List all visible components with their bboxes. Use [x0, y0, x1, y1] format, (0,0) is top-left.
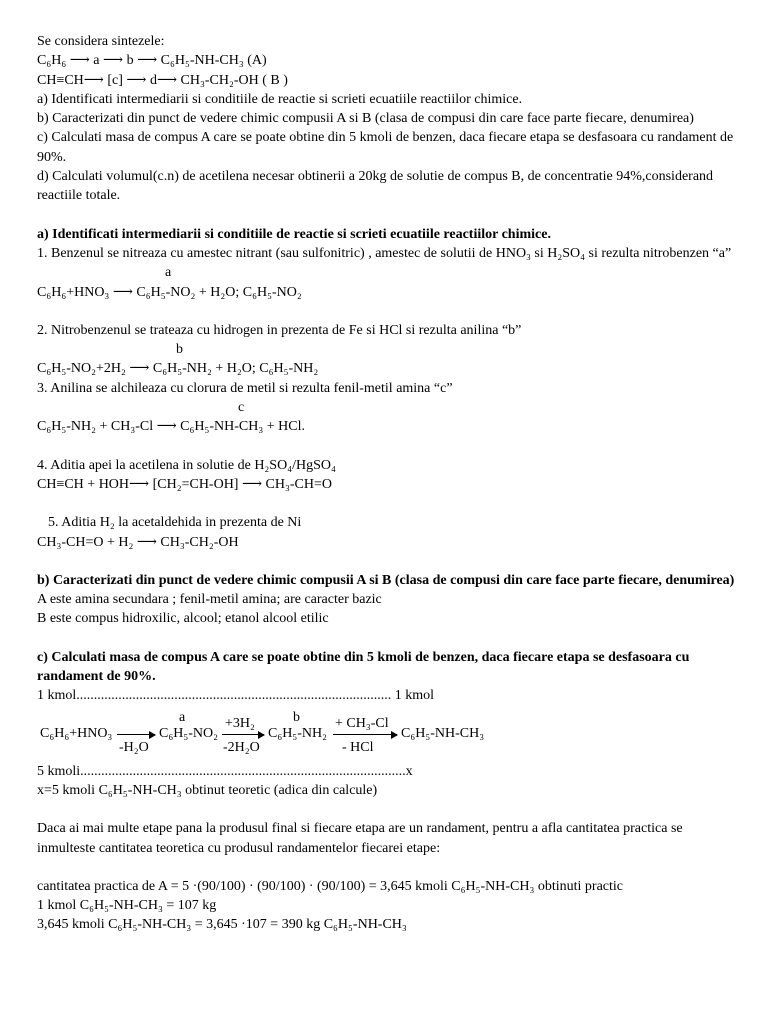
intro-line: Se considera sintezele: [37, 34, 165, 49]
scheme-label-a: a [179, 709, 186, 725]
step-1-text: 1. Benzenul se nitreaza cu amestec nitrant (sau sulfonitric) , amestec de solutii de HNO₃ si H₂SO₄ si rezulta nitrobenzen “a” [37, 245, 732, 261]
theoretical-result: x=5 kmoli C₆H₅-NH-CH₃ obtinut teoretic (adica din calcule) [37, 782, 378, 798]
arrow-2 [222, 734, 264, 735]
equation-3: C₆H₅-NH₂ + CH₃-Cl ⟶ C₆H₅-NH-CH₃ + HCl. [37, 419, 305, 435]
compound-b-description: B este compus hidroxilic, alcool; etanol alcool etilic [37, 611, 329, 627]
scheme-label-b: b [293, 709, 300, 725]
scheme-intermediate-1: C₆H₅-NO₂ [159, 725, 218, 741]
question-c: c) Calculati masa de compus A care se poate obtine din 5 kmoli de benzen, daca fiecare etapa se desfasoara cu randament de 90%. [37, 130, 734, 165]
label-b: b [176, 342, 183, 358]
section-a-heading: a) Identificati intermediarii si conditiile de reactie si scrieti ecuatiile reactiilor chimice. [37, 226, 551, 242]
equation-1: C₆H₆+HNO₃ ⟶ C₆H₅-NO₂ + H₂O; C₆H₅-NO₂ [37, 284, 302, 300]
label-c: c [238, 400, 245, 416]
section-b-heading: b) Caracterizati din punct de vedere chimic compusii A si B (clasa de compusi din care face parte fiecare, denumirea) [37, 572, 735, 588]
arrow-3 [333, 734, 397, 735]
step-2-text: 2. Nitrobenzenul se trateaza cu hidrogen in prezenta de Fe si HCl si rezulta anilina “b” [37, 322, 522, 338]
document-page [37, 32, 737, 935]
synthesis-a-line: C₆H₆ ⟶ a ⟶ b ⟶ C₆H₅-NH-CH₃ (A) [37, 53, 267, 69]
scheme-step2-above: +3H₂ [225, 715, 255, 731]
step-4-text: 4. Aditia apei la acetilena in solutie de H₂SO₄/HgSO₄ [37, 457, 336, 473]
question-b: b) Caracterizati din punct de vedere chimic compusii A si B (clasa de compusi din care face parte fiecare, denumirea) [37, 111, 694, 127]
scheme-step2-below: -2H₂O [223, 739, 260, 755]
final-mass-line: 3,645 kmoli C₆H₅-NH-CH₃ = 3,645 ·107 = 390 kg C₆H₅-NH-CH₃ [37, 917, 407, 933]
arrow-1 [117, 734, 155, 735]
yield-explanation: Daca ai mai multe etape pana la produsul final si fiecare etapa are un randament, pentru a afla cantitatea practica se inmulteste cantitatea teoretica cu produsul randamentelor fiecarei etape: [37, 821, 683, 856]
scheme-intermediate-2: C₆H₅-NH₂ [268, 725, 327, 741]
question-a: a) Identificati intermediarii si conditiile de reactie si scrieti ecuatiile reactiilor chimice. [37, 91, 523, 107]
equation-4: CH≡CH + HOH⟶ [CH₂=CH-OH] ⟶ CH₃-CH=O [37, 476, 332, 492]
scheme-step3-above: + CH₃-Cl [335, 715, 389, 731]
scheme-step3-below: - HCl [342, 739, 374, 755]
ratio-line-1: 1 kmol.......................................................................................... 1 kmol [37, 688, 435, 704]
question-d: d) Calculati volumul(c.n) de acetilena necesar obtinerii a 20kg de solutie de compus B, de concentratie 94%,considerand reactiile totale. [37, 169, 714, 204]
scheme-reactants: C₆H₆+HNO₃ [40, 725, 113, 741]
equation-2: C₆H₅-NO₂+2H₂ ⟶ C₆H₅-NH₂ + H₂O; C₆H₅-NH₂ [37, 361, 319, 377]
section-c-heading: c) Calculati masa de compus A care se poate obtine din 5 kmoli de benzen, daca fiecare etapa se desfasoara cu randament de 90%. [37, 649, 690, 685]
label-a: a [165, 265, 172, 281]
scheme-step1-below: -H₂O [119, 739, 149, 755]
compound-a-description: A este amina secundara ; fenil-metil amina; are caracter bazic [37, 592, 382, 608]
step-5-text: 5. Aditia H₂ la acetaldehida in prezenta de Ni [48, 515, 302, 531]
reaction-scheme [37, 709, 737, 755]
synthesis-b-line: CH≡CH⟶ [c] ⟶ d⟶ CH₃-CH₂-OH ( B ) [37, 72, 288, 88]
molar-mass-line: 1 kmol C₆H₅-NH-CH₃ = 107 kg [37, 898, 217, 914]
scheme-product: C₆H₅-NH-CH₃ [401, 725, 485, 741]
step-3-text: 3. Anilina se alchileaza cu clorura de metil si rezulta fenil-metil amina “c” [37, 380, 453, 396]
equation-5: CH₃-CH=O + H₂ ⟶ CH₃-CH₂-OH [37, 534, 239, 550]
practical-calculation: cantitatea practica de A = 5 ·(90/100) · (90/100) · (90/100) = 3,645 kmoli C₆H₅-NH-CH₃ obtinuti practic [37, 878, 624, 894]
ratio-line-2: 5 kmoli.............................................................................................x [37, 763, 413, 779]
